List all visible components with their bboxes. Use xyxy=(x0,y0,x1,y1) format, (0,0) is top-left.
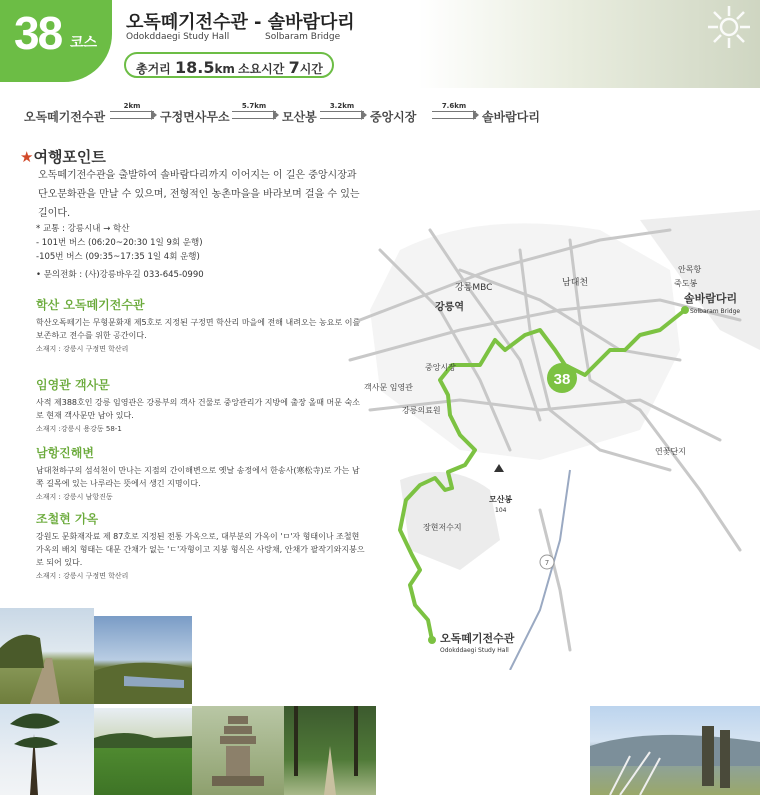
start-point xyxy=(428,636,436,644)
bus-line: - 101번 버스 (06:20~20:30 1일 9회 운행) xyxy=(36,238,203,248)
poi-description: 학산오독떼기는 무형문화재 제5호로 지정된 구정면 학산리 마을에 전해 내려오는 농요로 이를 보존하고 전수를 위한 공간이다. xyxy=(36,318,361,340)
transit-info xyxy=(36,222,336,282)
leg-distance: 3.2km xyxy=(329,102,355,110)
map-label-end-en: Solbaram Bridge xyxy=(690,308,741,315)
map-label-end: 솔바람다리 xyxy=(684,292,738,305)
time-value: 7 xyxy=(288,58,300,77)
photo-path xyxy=(0,608,94,704)
course-badge xyxy=(0,0,112,82)
distance-label: 총거리 xyxy=(136,62,171,76)
poi-address: 소재지 :강릉시 용강동 58-1 xyxy=(36,425,122,433)
poi-title: 학산 오독떼기전수관 xyxy=(36,298,145,312)
title-en-start: Odokddaegi Study Hall xyxy=(126,32,230,42)
intro-text: 오독떼기전수관을 출발하여 솔바람다리까지 이어지는 이 길은 중앙시장과 단오문화관을 만날 수 있으며, 전형적인 농촌마을을 바라보며 걸을 수 있는 길이다. xyxy=(38,170,360,219)
highway xyxy=(510,470,570,670)
map-label-port: 안목항 xyxy=(678,265,702,274)
end-point xyxy=(681,306,689,314)
route-leg xyxy=(320,102,364,122)
leg-distance: 5.7km xyxy=(241,102,267,110)
bus-line: -105번 버스 (09:35~17:35 1일 4회 운행) xyxy=(36,252,200,262)
route-stop: 오독떼기전수관 xyxy=(24,110,106,124)
poi-item xyxy=(36,510,366,581)
arrow-right-icon xyxy=(232,111,276,119)
map-label-hospital: 강릉의료원 xyxy=(402,406,441,415)
contact-info: • 문의전화 : (사)강릉바우길 033-645-0990 xyxy=(36,270,204,280)
section-heading xyxy=(20,146,106,167)
course-unit: 코스 xyxy=(70,35,98,51)
route-stop: 중앙시장 xyxy=(370,110,417,124)
arrow-right-icon xyxy=(110,111,154,119)
map-label-mbc: 강릉MBC xyxy=(455,283,493,293)
poi-title: 조철현 가옥 xyxy=(36,512,99,526)
distance-value: 18.5 xyxy=(174,58,215,77)
poi-description: 남대천하구의 섬석천이 만나는 지점의 간이해변으로 옛날 송정에서 한송사(寒松寺)로 가는 남쪽 길목에 있는 나루라는 뜻에서 생긴 지명이다. xyxy=(36,466,360,488)
poi-address: 소재지 : 강릉시 구정면 학산리 xyxy=(36,572,129,580)
route-map xyxy=(340,210,760,670)
course-marker: 38 xyxy=(553,371,571,388)
map-label-jukdobong: 죽도봉 xyxy=(674,279,698,288)
arrow-right-icon xyxy=(320,111,364,119)
poi-item xyxy=(36,376,366,434)
poi-title: 남항진해변 xyxy=(36,446,94,460)
poi-address: 소재지 : 강릉시 남항진동 xyxy=(36,493,113,501)
route-stop: 모산봉 xyxy=(282,110,317,124)
route-stop: 솔바람다리 xyxy=(482,110,540,124)
course-number: 38 xyxy=(14,7,62,59)
course-stats xyxy=(124,52,334,78)
poi-title: 임영관 객사문 xyxy=(36,378,110,392)
road-number: 7 xyxy=(544,559,550,567)
time-stat xyxy=(238,58,323,77)
route-leg xyxy=(432,102,476,122)
distance-stat xyxy=(136,58,235,77)
photo-pine-snow xyxy=(0,704,94,795)
map-label-village: 연꽃단지 xyxy=(655,447,686,456)
star-icon: ★ xyxy=(20,148,34,166)
map-label-mountain: 모산봉 xyxy=(489,495,513,504)
map-label-start-en: Odokddaegi Study Hall xyxy=(440,647,509,654)
leg-distance: 7.6km xyxy=(441,102,467,110)
route-leg xyxy=(232,102,276,122)
leg-distance: 2km xyxy=(123,102,141,110)
photo-forest-trail xyxy=(284,706,376,795)
photo-landscape xyxy=(94,616,192,704)
title-en-end: Solbaram Bridge xyxy=(265,32,341,42)
map-label-start: 오독떼기전수관 xyxy=(440,632,515,645)
photo-field xyxy=(94,708,192,795)
poi-description: 강원도 문화재자료 제 87호로 지정된 전통 가옥으로, 대부분의 가옥이 'ㅁ'자 형태이나 조철현 가옥의 배치 형태는 대문 간채가 없는 'ㄷ'자형이고 지붕 형식은 사랑채, 안채가 팔작기와지붕으로 되어 있다. xyxy=(36,532,365,567)
flower-emblem-icon xyxy=(706,4,752,50)
map-label-station: 강릉역 xyxy=(435,302,464,313)
map-label-gaeksamun: 객사문 임영관 xyxy=(364,383,413,392)
map-label-reservoir: 장현저수지 xyxy=(423,523,462,532)
header-band xyxy=(0,0,760,88)
arrow-right-icon xyxy=(432,111,476,119)
poi-item xyxy=(36,296,366,354)
route-overview xyxy=(24,100,744,130)
transport-heading: * 교통 : 강릉시내 → 학산 xyxy=(36,224,130,234)
map-label-mountain-elev: 104 xyxy=(495,507,507,514)
route-leg xyxy=(110,102,154,122)
distance-unit: km xyxy=(214,62,235,76)
route-stop: 구정면사무소 xyxy=(160,110,230,124)
photo-standing-stones xyxy=(590,706,760,795)
time-unit: 시간 xyxy=(299,62,323,76)
mountain-icon xyxy=(494,464,504,472)
poi-address: 소재지 : 강릉시 구정면 학산리 xyxy=(36,345,129,353)
map-label-namdaecheon: 남대천 xyxy=(562,278,589,288)
time-label: 소요시간 xyxy=(238,62,285,76)
page-title: 오독떼기전수관 - 솔바람다리 xyxy=(126,12,355,33)
section-title: 여행포인트 xyxy=(33,148,106,166)
poi-item xyxy=(36,444,366,502)
poi-description: 사적 제388호인 강릉 임영관은 강릉부의 객사 건물로 중앙관리가 지방에 출장 올때 머문 숙소로 현재 객사문만 남아 있다. xyxy=(36,398,360,420)
photo-pagoda xyxy=(192,706,284,795)
map-label-market: 중앙시장 xyxy=(425,363,456,372)
